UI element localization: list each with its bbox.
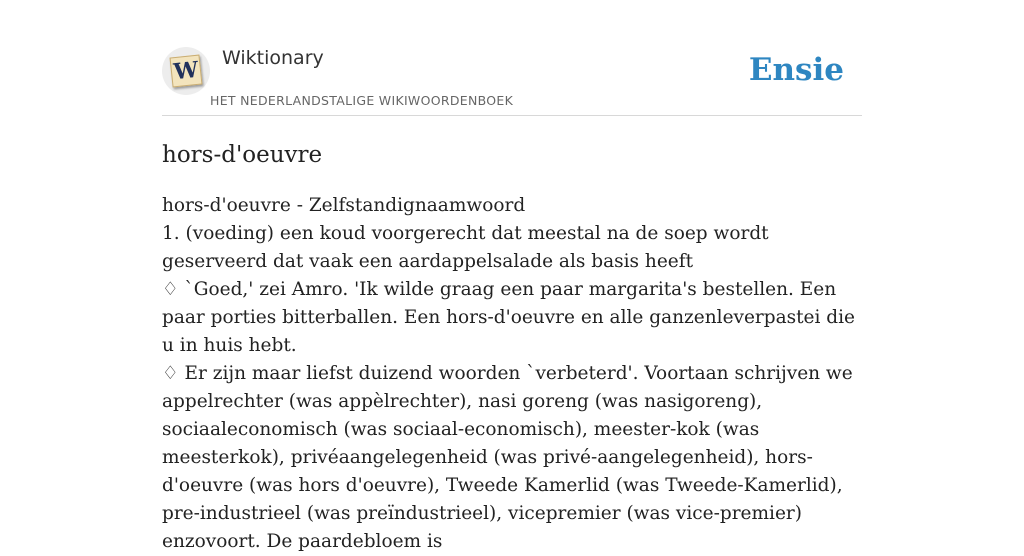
ensie-brand-link[interactable]: Ensie: [748, 52, 844, 88]
entry-title: hors-d'oeuvre: [162, 142, 323, 168]
entry-content: [162, 192, 862, 556]
site-name[interactable]: Wiktionary: [222, 47, 324, 69]
entry-example-2: ♢ Er zijn maar liefst duizend woorden `verbeterd'. Voortaan schrijven we appelrechter (was appèlrechter), nasi goreng (was nasigoreng), sociaaleconomisch (was sociaal-economisch), meester-kok (was meesterkok), privéaangelegenheid (was privé-aangelegenheid), hors-d'oeuvre (was hors d'oeuvre), Tweede Kamerlid (was Tweede-Kamerlid), pre-industrieel (was preïndustrieel), vicepremier (was vice-premier) enzovoort. De paardebloem is: [162, 363, 853, 552]
entry-definition: 1. (voeding) een koud voorgerecht dat meestal na de soep wordt geserveerd dat vaak een aardappelsalade als basis heeft: [162, 223, 769, 272]
entry-example-1: ♢ `Goed,' zei Amro. 'Ik wilde graag een paar margarita's bestellen. Een paar porties bitterballen. Een hors-d'oeuvre en alle ganzenleverpastei die u in huis hebt.: [162, 279, 856, 356]
site-tagline: HET NEDERLANDSTALIGE WIKIWOORDENBOEK: [210, 93, 514, 108]
site-header: [162, 0, 862, 116]
logo-letter: W: [172, 56, 200, 86]
wiktionary-logo[interactable]: [162, 47, 210, 95]
page: [162, 0, 862, 552]
logo-tile-icon: [170, 55, 203, 88]
entry-word-class: hors-d'oeuvre - Zelfstandignaamwoord: [162, 195, 526, 216]
